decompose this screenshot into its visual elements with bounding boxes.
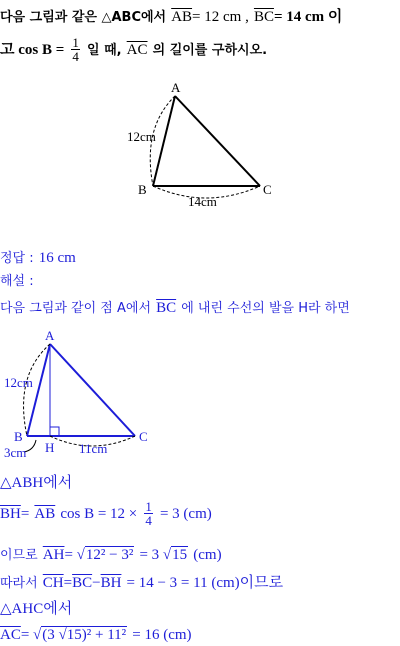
step-5: △AHC에서 [0, 601, 73, 617]
sol-vertex-b-label: B [14, 429, 23, 444]
solution-intro-a: 다음 그림과 같이 점 A에서 [0, 301, 152, 316]
solution-triangle-figure [0, 326, 170, 464]
segment-bc: $\overline{BC}$ [253, 9, 274, 25]
sol-side-ab-label: 12cm [4, 375, 33, 390]
sol-hc-label: 11cm [79, 441, 108, 456]
side-bc-label: 14cm [188, 194, 217, 209]
problem-text-1a: 다음 그림과 같은 △ABC에서 [0, 10, 167, 25]
answer-value: 16 cm [38, 250, 76, 266]
step-4: 따라서 $\overline{CH}=\overline{BC}-\overline{BH} = 14 - 3 = 11$ (cm)이므로 [0, 575, 284, 591]
side-ab-label: 12cm [127, 129, 156, 144]
step-2: $\overline{BH}= \overline{AB}$ cos B = 12 × $\frac{1}{4}$ = 3 (cm) [0, 499, 212, 528]
sol-vertex-a-label: A [45, 328, 55, 343]
problem-text-2a: 고 cos B = [0, 42, 65, 58]
sol-vertex-c-label: C [139, 429, 148, 444]
problem-line-1 [0, 6, 342, 28]
step-6: $\overline{AC}= √(3$ √15)² + 11² = 16 (cm) [0, 627, 192, 643]
step-3: 이므로 $\overline{AH}= √12^2 - 3^2 = 3$ √15 (cm) [0, 547, 222, 563]
solution-intro [0, 297, 350, 319]
solution-label: 해설 : [0, 274, 34, 289]
problem-text-1b: = 12 cm , [192, 9, 249, 25]
segment-ac: $\overline{AC}$ [126, 42, 148, 58]
answer-label: 정답 : [0, 251, 34, 266]
sol-foot-h-label: H [45, 440, 55, 455]
segment-ab: $\overline{AB}$ [171, 9, 193, 25]
fraction-one-quarter: $\frac{1}{4}$ [72, 35, 79, 64]
vertex-a-label: A [171, 80, 181, 95]
fraction-step-2: $\frac{1}{4}$ [145, 499, 152, 528]
answer-line [0, 247, 76, 269]
problem-text-2c: 의 길이를 구하시오. [152, 43, 268, 58]
problem-text-2b: 일 때, [86, 43, 122, 58]
solution-intro-b: 에 내린 수선의 발을 H라 하면 [181, 301, 350, 316]
vertex-c-label: C [263, 182, 272, 197]
problem-line-2 [0, 36, 267, 63]
step-1: △ABH에서 [0, 475, 73, 491]
vertex-b-label: B [138, 182, 147, 197]
sol-bh-label: 3cm [4, 445, 27, 460]
problem-text-1c: = 14 cm 이 [273, 9, 343, 25]
triangle-figure [120, 78, 280, 214]
solution-segment-bc: $\overline{BC}$ [156, 300, 177, 316]
